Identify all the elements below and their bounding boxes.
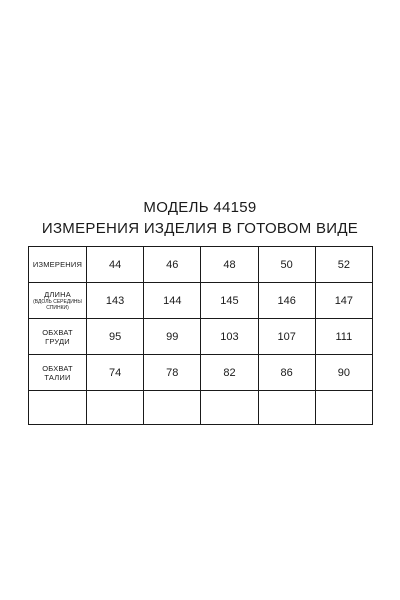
empty-cell xyxy=(258,391,315,425)
empty-cell xyxy=(144,391,201,425)
row-label-line: ОБХВАТ xyxy=(42,363,73,373)
row-label-waist xyxy=(29,355,87,391)
row-label-note: (ВДОЛЬ СЕРЕДИНЫ xyxy=(33,299,82,305)
table-header-row xyxy=(29,247,373,283)
size-header: 44 xyxy=(87,247,144,283)
table-cell: 90 xyxy=(315,355,372,391)
measurements-table xyxy=(28,246,373,425)
empty-cell xyxy=(315,391,372,425)
table-row-empty xyxy=(29,391,373,425)
table-cell: 74 xyxy=(87,355,144,391)
table-cell: 143 xyxy=(87,283,144,319)
size-header: 46 xyxy=(144,247,201,283)
table-cell: 86 xyxy=(258,355,315,391)
row-label-main: ДЛИНА xyxy=(44,290,71,299)
row-label-chest xyxy=(29,319,87,355)
table-cell: 103 xyxy=(201,319,258,355)
table-cell: 82 xyxy=(201,355,258,391)
table-row-waist xyxy=(29,355,373,391)
size-header: 48 xyxy=(201,247,258,283)
model-title: МОДЕЛЬ 44159 xyxy=(143,199,257,216)
row-label-line: ТАЛИИ xyxy=(44,372,71,382)
table-row-length xyxy=(29,283,373,319)
row-label-note: СПИНКИ) xyxy=(46,305,69,311)
row-label-length xyxy=(29,283,87,319)
table-cell: 144 xyxy=(144,283,201,319)
table-cell: 95 xyxy=(87,319,144,355)
header-label: ИЗМЕРЕНИЯ xyxy=(29,247,87,283)
table-cell: 147 xyxy=(315,283,372,319)
size-header: 52 xyxy=(315,247,372,283)
page-subtitle: ИЗМЕРЕНИЯ ИЗДЕЛИЯ В ГОТОВОМ ВИДЕ xyxy=(41,220,359,237)
table-cell: 111 xyxy=(315,319,372,355)
row-label-line: ГРУДИ xyxy=(45,336,70,346)
table-cell: 145 xyxy=(201,283,258,319)
table-cell: 146 xyxy=(258,283,315,319)
empty-cell xyxy=(29,391,87,425)
table-cell: 78 xyxy=(144,355,201,391)
size-header: 50 xyxy=(258,247,315,283)
title-block xyxy=(0,197,400,239)
row-label-line: ОБХВАТ xyxy=(42,327,73,337)
empty-cell xyxy=(87,391,144,425)
table-cell: 107 xyxy=(258,319,315,355)
table-cell: 99 xyxy=(144,319,201,355)
empty-cell xyxy=(201,391,258,425)
table-row-chest xyxy=(29,319,373,355)
